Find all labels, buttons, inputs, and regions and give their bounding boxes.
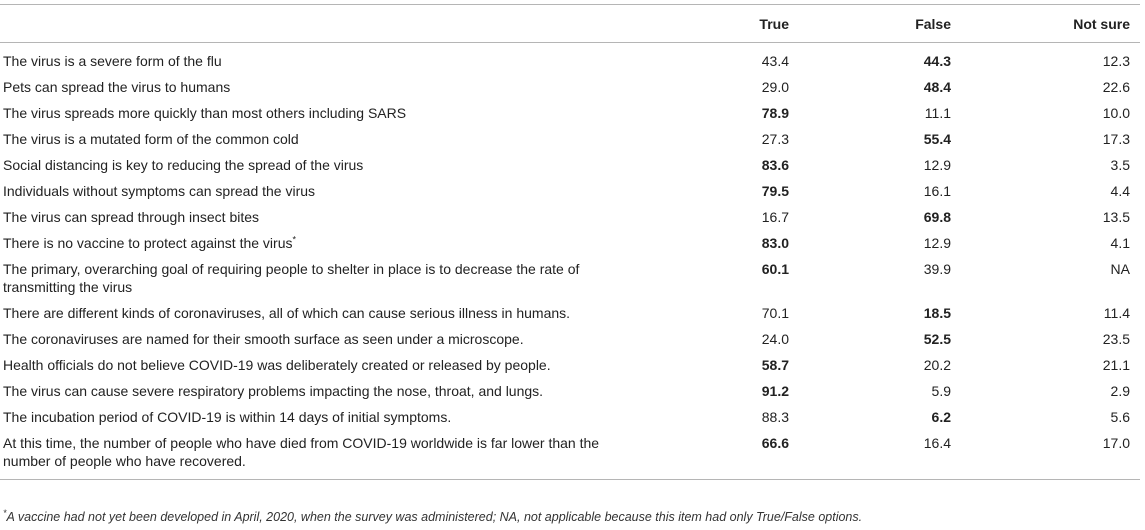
row-item-text: The virus can spread through insect bites [3, 209, 260, 225]
value-not-sure: 10.0 [1102, 105, 1130, 121]
value-false: 20.2 [923, 357, 951, 373]
table-row [0, 152, 1140, 178]
row-item [0, 74, 640, 100]
value-false: 16.4 [795, 430, 955, 480]
footnote-mark: * [3, 507, 7, 518]
value-false: 16.1 [923, 183, 951, 199]
row-item-text: There is no vaccine to protect against the virus [3, 235, 293, 251]
value-true: 91.2 [761, 383, 789, 399]
row-item-text: The virus is a mutated form of the common cold [3, 131, 299, 147]
table-row [0, 126, 1140, 152]
value-false: 52.5 [923, 331, 951, 347]
value-true: 58.7 [761, 357, 789, 373]
row-item [0, 152, 640, 178]
header-not-sure: Not sure [955, 5, 1140, 43]
row-item-text: There are different kinds of coronaviruses, all of which can cause serious illness in humans. [3, 305, 571, 321]
footnote-marker: * [292, 234, 296, 245]
table-row [0, 178, 1140, 204]
value-true: 60.1 [761, 261, 789, 277]
row-item [0, 100, 640, 126]
row-item [0, 326, 640, 352]
row-item [0, 178, 640, 204]
row-item-text: The virus can cause severe respiratory problems impacting the nose, throat, and lungs. [3, 383, 544, 399]
row-item-text: At this time, the number of people who have died from COVID-19 worldwide is far lower than the number of people who have recovered. [3, 435, 600, 469]
value-false: 6.2 [931, 409, 951, 425]
row-item [0, 230, 640, 256]
table-row [0, 300, 1140, 326]
value-not-sure: 12.3 [1102, 53, 1130, 69]
value-not-sure: 17.0 [955, 430, 1140, 480]
value-not-sure: 11.4 [1103, 305, 1130, 321]
value-true: 27.3 [761, 131, 789, 147]
value-true: 83.6 [761, 157, 789, 173]
table-row [0, 256, 1140, 300]
header-true: True [640, 5, 795, 43]
table-row [0, 404, 1140, 430]
row-item [0, 404, 640, 430]
row-item-text: Pets can spread the virus to humans [3, 79, 231, 95]
value-true: 66.6 [640, 430, 795, 480]
value-not-sure: 4.4 [1110, 183, 1130, 199]
value-not-sure: 4.1 [1110, 235, 1130, 251]
row-item [0, 126, 640, 152]
table-row [0, 230, 1140, 256]
value-not-sure: 3.5 [1110, 157, 1130, 173]
row-item [0, 378, 640, 404]
table-row [0, 326, 1140, 352]
header-item [0, 5, 640, 43]
header-false: False [795, 5, 955, 43]
value-not-sure: 13.5 [1102, 209, 1130, 225]
value-false: 55.4 [923, 131, 951, 147]
value-not-sure: 5.6 [1110, 409, 1130, 425]
value-not-sure: 2.9 [1110, 383, 1130, 399]
value-true: 83.0 [761, 235, 789, 251]
value-false: 48.4 [923, 79, 951, 95]
header-row [0, 5, 1140, 43]
table-row [0, 43, 1140, 75]
table-row [0, 430, 1140, 480]
value-not-sure: 17.3 [1102, 131, 1130, 147]
footnote [3, 507, 863, 524]
value-true: 88.3 [761, 409, 789, 425]
value-not-sure: NA [1110, 261, 1130, 277]
value-true: 24.0 [761, 331, 789, 347]
row-item-text: Social distancing is key to reducing the spread of the virus [3, 157, 364, 173]
table-row [0, 74, 1140, 100]
row-item [0, 430, 640, 480]
table-row [0, 378, 1140, 404]
value-true: 79.5 [761, 183, 789, 199]
value-false: 44.3 [923, 53, 951, 69]
table-row [0, 204, 1140, 230]
table-row [0, 352, 1140, 378]
value-false: 12.9 [923, 157, 951, 173]
row-item [0, 352, 640, 378]
value-false: 18.5 [923, 305, 951, 321]
row-item-text: The virus is a severe form of the flu [3, 53, 222, 69]
value-false: 39.9 [923, 261, 951, 277]
value-not-sure: 23.5 [1102, 331, 1130, 347]
footnote-text: A vaccine had not yet been developed in April, 2020, when the survey was administered; NA, not applicable because this item had only True/False options. [6, 510, 863, 524]
table-row [0, 100, 1140, 126]
knowledge-table [0, 4, 1140, 480]
row-item-text: The coronaviruses are named for their smooth surface as seen under a microscope. [3, 331, 524, 347]
value-false: 5.9 [931, 383, 951, 399]
value-false: 69.8 [923, 209, 951, 225]
table-body [0, 43, 1140, 480]
value-not-sure: 22.6 [1102, 79, 1130, 95]
table-header [0, 5, 1140, 43]
row-item-text: Individuals without symptoms can spread the virus [3, 183, 316, 199]
value-true: 43.4 [761, 53, 789, 69]
value-true: 29.0 [761, 79, 789, 95]
row-item-text: Health officials do not believe COVID-19 was deliberately created or released by people. [3, 357, 551, 373]
row-item [0, 256, 640, 300]
value-true: 78.9 [761, 105, 789, 121]
value-false: 12.9 [923, 235, 951, 251]
row-item [0, 43, 640, 75]
value-true: 70.1 [761, 305, 789, 321]
row-item-text: The primary, overarching goal of requiring people to shelter in place is to decrease the rate of transmitting the virus [3, 261, 580, 295]
value-true: 16.7 [761, 209, 789, 225]
row-item-text: The virus spreads more quickly than most others including SARS [3, 105, 407, 121]
value-not-sure: 21.1 [1102, 357, 1130, 373]
row-item [0, 204, 640, 230]
row-item-text: The incubation period of COVID-19 is within 14 days of initial symptoms. [3, 409, 452, 425]
row-item [0, 300, 640, 326]
value-false: 11.1 [924, 105, 951, 121]
